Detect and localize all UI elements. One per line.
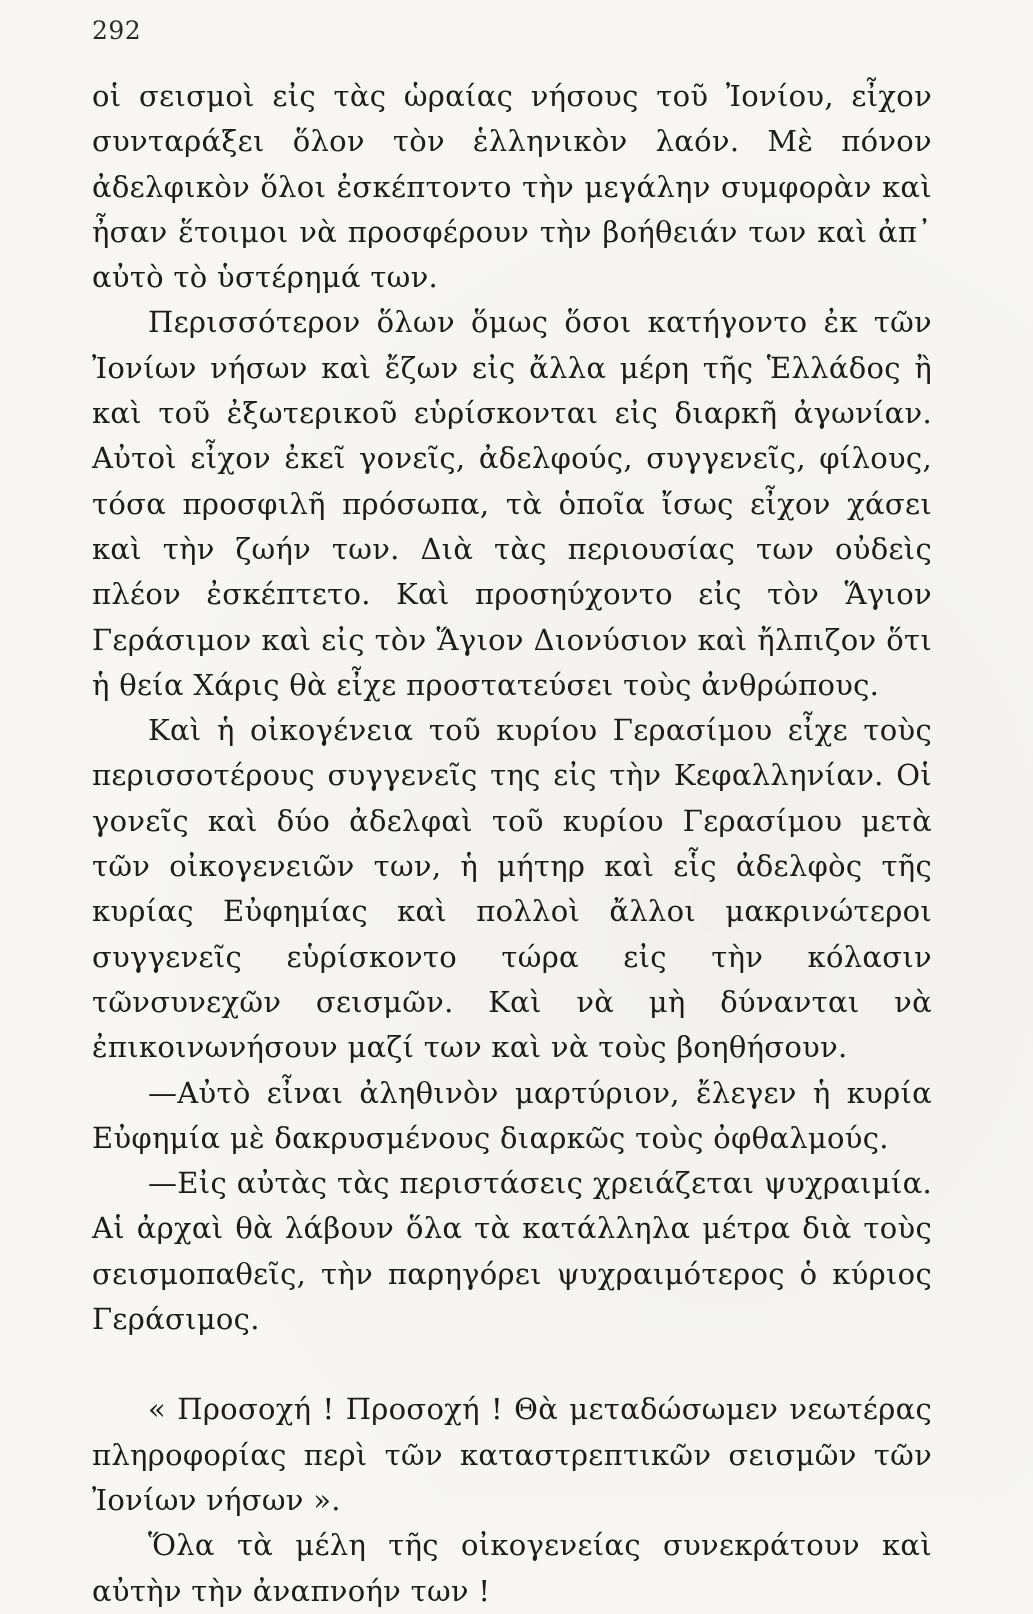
dialogue-line: —Αὐτὸ εἶναι ἀληθινὸν μαρτύριον, ἔλεγεν ἡ κυρία Εὐφημία μὲ δακρυσμένους διαρκῶς τοὺς ὀφθαλμούς.: [92, 1075, 932, 1155]
paragraph: Καὶ ἡ οἰκογένεια τοῦ κυρίου Γερασίμου εἶχε τοὺς περισσοτέρους συγγενεῖς της εἰς τὴν Κεφαλληνίαν. Οἱ γονεῖς καὶ δύο ἀδελφαὶ τοῦ κυρίου Γερασίμου μετὰ τῶν οἰκογενειῶν των, ἡ μήτηρ καὶ εἷς ἀδελφὸς τῆς κυρίας Εὐφημίας καὶ πολλοὶ ἄλλοι μακρινώτεροι συγγενεῖς εὑρίσκοντο τώρα εἰς τὴν κόλασιν τῶνσυνεχῶν σεισμῶν. Καὶ νὰ μὴ δύνανται νὰ ἐπικοινωνήσουν μαζί των καὶ νὰ τοὺς βοηθήσουν.: [92, 713, 932, 1065]
paragraph: Περισσότερον ὅλων ὅμως ὅσοι κατήγοντο ἐκ τῶν Ἰονίων νήσων καὶ ἔζων εἰς ἄλλα μέρη τῆς Ἑλλάδος ἢ καὶ τοῦ ἐξωτερικοῦ εὑρίσκονται εἰς διαρκῆ ἀγωνίαν. Αὐτοὶ εἶχον ἐκεῖ γονεῖς, ἀδελφούς, συγγενεῖς, φίλους, τόσα προσφιλῆ πρόσωπα, τὰ ὁποῖα ἴσως εἶχον χάσει καὶ τὴν ζωήν των. Διὰ τὰς περιουσίας των οὐδεὶς πλέον ἐσκέπτετο. Καὶ προσηύχοντο εἰς τὸν Ἅγιον Γεράσιμον καὶ εἰς τὸν Ἅγιον Διονύσιον καὶ ἤλπιζον ὅτι ἡ θεία Χάρις θὰ εἶχε προστατεύσει τοὺς ἀνθρώπους.: [92, 305, 932, 702]
page-number: 292: [92, 16, 142, 45]
dialogue-line: —Εἰς αὐτὰς τὰς περιστάσεις χρειάζεται ψυχραιμία. Αἱ ἀρχαὶ θὰ λάβουν ὅλα τὰ κατάλληλα μέτρα διὰ τοὺς σεισμοπαθεῖς, τὴν παρηγόρει ψυχραιμότερος ὁ κύριος Γεράσιμος.: [92, 1166, 932, 1337]
paragraph-continuation: οἱ σεισμοὶ εἰς τὰς ὡραίας νήσους τοῦ Ἰονίου, εἶχον συνταράξει ὅλον τὸν ἑλληνικὸν λαόν. Μὲ πόνον ἀδελφικὸν ὅλοι ἐσκέπτοντο τὴν μεγάλην συμφορὰν καὶ ἦσαν ἕτοιμοι νὰ προσφέρουν τὴν βοήθειάν των καὶ ἀπ᾽ αὐτὸ τὸ ὑστέρημά των.: [92, 79, 932, 295]
paragraph: Ὅλα τὰ μέλη τῆς οἰκογενείας συνεκράτουν καὶ αὐτὴν τὴν ἀναπνοήν των !: [92, 1528, 932, 1608]
radio-announcement: « Προσοχή ! Προσοχή ! Θὰ μεταδώσωμεν νεωτέρας πληροφορίας περὶ τῶν καταστρεπτικῶν σεισμῶν τῶν Ἰονίων νήσων ».: [92, 1392, 932, 1517]
body-text: [92, 74, 932, 1614]
